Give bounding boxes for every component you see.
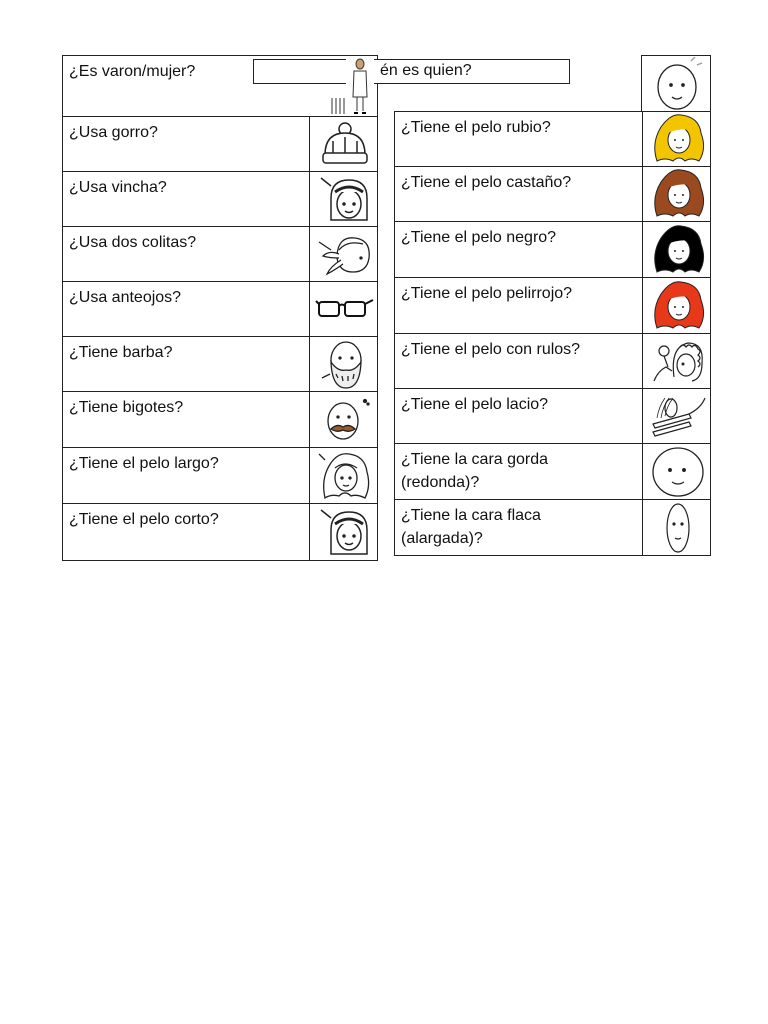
question-label: ¿Tiene el pelo largo? [69, 455, 219, 472]
question-label: ¿Usa vincha? [69, 179, 167, 196]
question-row [62, 171, 378, 227]
question-label: ¿Tiene el pelo pelirrojo? [401, 285, 573, 302]
brown-hair-icon [642, 167, 712, 221]
question-row [62, 226, 378, 282]
question-label: ¿Tiene el pelo rubio? [401, 119, 551, 136]
headband-icon [309, 172, 379, 226]
question-label: ¿Tiene barba? [69, 344, 173, 361]
question-row [394, 111, 711, 167]
winter-hat-icon [309, 117, 379, 171]
question-label: ¿Es varon/mujer? [69, 63, 196, 80]
mustache-icon [309, 392, 379, 447]
question-label: ¿Tiene el pelo castaño? [401, 174, 572, 191]
question-label: ¿Usa gorro? [69, 124, 158, 141]
question-row [394, 221, 711, 278]
question-label: ¿Tiene bigotes? [69, 399, 184, 416]
question-row [62, 281, 378, 337]
question-label: ¿Tiene el pelo negro? [401, 229, 557, 246]
glasses-icon [309, 282, 379, 336]
blonde-hair-icon [642, 112, 712, 166]
question-row [394, 388, 711, 444]
question-row [394, 333, 711, 389]
question-label: ¿Tiene la cara flaca (alargada)? [401, 507, 541, 547]
question-row [394, 277, 711, 334]
question-label: ¿Tiene la cara gorda (redonda)? [401, 451, 549, 491]
question-label: ¿Tiene el pelo lacio? [401, 396, 549, 413]
thin-face-icon [642, 500, 712, 555]
question-label: ¿Tiene el pelo corto? [69, 511, 219, 528]
bald-face-icon [641, 55, 711, 111]
question-row [394, 499, 711, 556]
question-row [394, 166, 711, 222]
question-row [394, 443, 711, 500]
question-row [62, 391, 378, 448]
question-label: ¿Tiene el pelo con rulos? [401, 341, 581, 358]
long-hair-icon [309, 448, 379, 503]
question-row [62, 447, 378, 504]
beard-icon [309, 337, 379, 391]
question-row [62, 503, 378, 561]
question-label: ¿Usa anteojos? [69, 289, 182, 306]
overlay-text: én es quien? [380, 62, 472, 79]
short-hair-icon [309, 504, 379, 560]
question-row [62, 116, 378, 172]
curly-hair-icon [642, 334, 712, 388]
pigtails-icon [309, 227, 379, 281]
question-label: ¿Usa dos colitas? [69, 234, 197, 251]
round-face-icon [642, 444, 712, 499]
black-hair-icon [642, 222, 712, 277]
person-icon [346, 57, 374, 115]
question-row [62, 336, 378, 392]
hair-straightener-icon [642, 389, 712, 443]
red-hair-icon [642, 278, 712, 333]
